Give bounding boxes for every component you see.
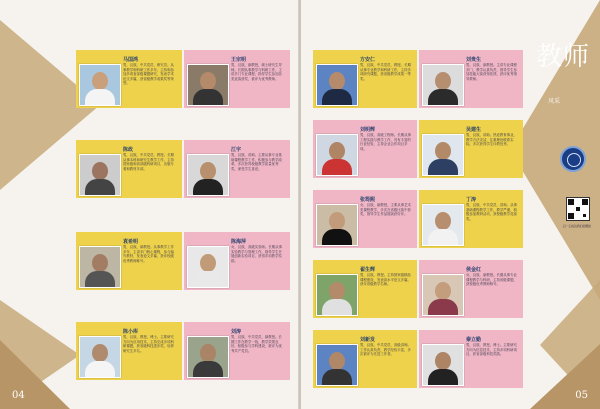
teacher-photo	[422, 274, 464, 316]
teacher-bio: 男，汉族，讲师。热爱教育事业，教学方法灵活，注重理论联系实际，多次获得学生评教优秀。	[466, 133, 517, 146]
teacher-name: 翟生辉	[360, 267, 376, 273]
teacher-card	[419, 120, 523, 178]
brand-title: 教师	[536, 42, 591, 72]
teacher-photo	[79, 154, 121, 196]
teacher-photo	[187, 64, 229, 106]
teacher-photo	[187, 336, 229, 378]
teacher-card	[76, 50, 182, 108]
teacher-bio: 男，汉族，中共党员，研究员。从事教学和科研工作多年，主持和参加多项省部级课题研究，发表学术论文多篇，获省级教学成果奖等荣誉。	[123, 63, 174, 85]
teacher-name: 陈海萍	[231, 239, 247, 245]
teacher-name: 方安仁	[360, 57, 376, 63]
teacher-card	[76, 322, 182, 380]
teacher-bio: 男，汉族，中共党员，讲师。从事基础课程教学工作，教学严谨，积极参加教研活动，获校级教学竞赛奖。	[466, 203, 517, 221]
teacher-photo	[79, 246, 121, 288]
teacher-bio: 男，汉族，副教授，硕士研究生导师。长期从事教学与科研工作，主讲多门专业课程，指导学生参加各类竞赛获奖，被评为优秀教师。	[231, 63, 282, 81]
teacher-bio: 男，汉族，教授，博士。主要研究方向为信息技术，主持多项科研项目，获省部级科技奖励。	[466, 343, 517, 356]
teacher-card	[184, 232, 290, 290]
teacher-card	[313, 50, 417, 108]
teacher-bio: 女，汉族，副教授。长期从事专业课程教学与科研，主持省级课题，获校级优秀教师称号。	[466, 273, 517, 286]
teacher-card	[419, 330, 523, 388]
teacher-photo	[422, 134, 464, 176]
teacher-photo	[422, 64, 464, 106]
teacher-photo	[316, 64, 358, 106]
teacher-photo	[187, 246, 229, 288]
teacher-name: 马国鸿	[123, 57, 139, 63]
teacher-photo	[316, 204, 358, 246]
left-corner-triangle	[0, 340, 70, 409]
teacher-bio: 女，汉族，高级实验师。长期从事实验教学与管理工作，指导学生开展创新实验项目，获得多项教学奖励。	[231, 245, 282, 263]
teacher-bio: 男，汉族，讲师。主要从事专业基础课程教学工作，积极参与教学改革，多次获得校级教学质量优秀奖，深受学生喜爱。	[231, 153, 282, 171]
teacher-card	[313, 120, 417, 178]
page-number-right: 05	[575, 390, 588, 401]
teacher-photo	[79, 336, 121, 378]
teacher-name: 陈小库	[123, 329, 139, 335]
teacher-bio: 男，汉族，副教授。从事教学工作多年，主讲多门核心课程，参与编写教材，发表论文多篇，获评校级优秀教师称号。	[123, 245, 174, 263]
teacher-bio: 男，汉族，中共党员，教授。长期从事本科和研究生教学工作，主持国家级和省部级科研项目，出版专著和教材多部。	[123, 153, 174, 171]
teacher-bio: 男，汉族，中共党员，副教授。长期工作在教学一线，教学效果良好，积极参与学科建设，被评为优秀共产党员。	[231, 335, 282, 353]
teacher-card	[419, 50, 523, 108]
teacher-card	[184, 50, 290, 108]
teacher-bio: 男，汉族，副教授。主讲专业课程多门，教学认真负责，指导学生参加技能大赛获得佳绩，获评优秀指导教师。	[466, 63, 517, 81]
teacher-photo	[316, 344, 358, 386]
teacher-name: 刘涛	[231, 329, 242, 335]
teacher-photo	[316, 274, 358, 316]
teacher-card	[76, 140, 182, 198]
teacher-photo	[422, 204, 464, 246]
teacher-card	[313, 260, 417, 318]
teacher-bio: 男，汉族，教授。主持国家级精品课程建设，发表高水平论文多篇，获评省级教学名师。	[360, 273, 411, 286]
qr-code-icon	[566, 197, 590, 221]
teacher-name: 刘新发	[360, 337, 376, 343]
teacher-card	[184, 140, 290, 198]
teacher-name: 张筠熙	[360, 197, 376, 203]
teacher-bio: 男，汉族，高级工程师。长期从事工程实践与教学工作，具有丰富的行业经验，主持企业合作项目多项。	[360, 133, 411, 151]
teacher-bio: 男，汉族，教授，博士。主要研究方向为应用技术，主持完成多项科研课题，获省级科技进步奖，培养研究生多名。	[123, 335, 174, 353]
teacher-card	[313, 190, 417, 248]
school-seal-icon	[560, 146, 586, 172]
teacher-name: 王宗明	[231, 57, 247, 63]
teacher-bio: 男，汉族，中共党员，教授。长期从事专业教学和科研工作，主持多项研究课题，获省级教学成果一等奖。	[360, 63, 411, 81]
teacher-name: 江宇	[231, 147, 242, 153]
teacher-photo	[79, 64, 121, 106]
teacher-name: 刘明辉	[360, 127, 376, 133]
teacher-name: 秦立勤	[466, 337, 482, 343]
teacher-photo	[422, 344, 464, 386]
teacher-name: 刘贵生	[466, 57, 482, 63]
teacher-name: 丁涛	[466, 197, 477, 203]
qr-caption: 扫一扫关注我们的微信	[563, 224, 591, 228]
teacher-bio: 女，汉族，副教授。主要从事艺术类课程教学，多次在省级比赛中获奖，指导学生作品展演获好评。	[360, 203, 411, 216]
teacher-photo	[316, 134, 358, 176]
teacher-card	[184, 322, 290, 380]
left-page	[0, 0, 299, 409]
teacher-card	[313, 330, 417, 388]
teacher-name: 侯金红	[466, 267, 482, 273]
teacher-bio: 男，汉族，中共党员，高级讲师。工作认真负责，教学经验丰富，多次被评为先进工作者。	[360, 343, 411, 356]
teacher-photo	[187, 154, 229, 196]
teacher-name: 陈政	[123, 147, 134, 153]
page-number-left: 04	[12, 390, 25, 401]
teacher-name: 袁希明	[123, 239, 139, 245]
teacher-name: 吴建生	[466, 127, 482, 133]
teacher-card	[419, 260, 523, 318]
teacher-card	[419, 190, 523, 248]
right-corner-triangle	[530, 344, 600, 409]
brand-subtitle: 风采	[548, 98, 561, 105]
teacher-card	[76, 232, 182, 290]
